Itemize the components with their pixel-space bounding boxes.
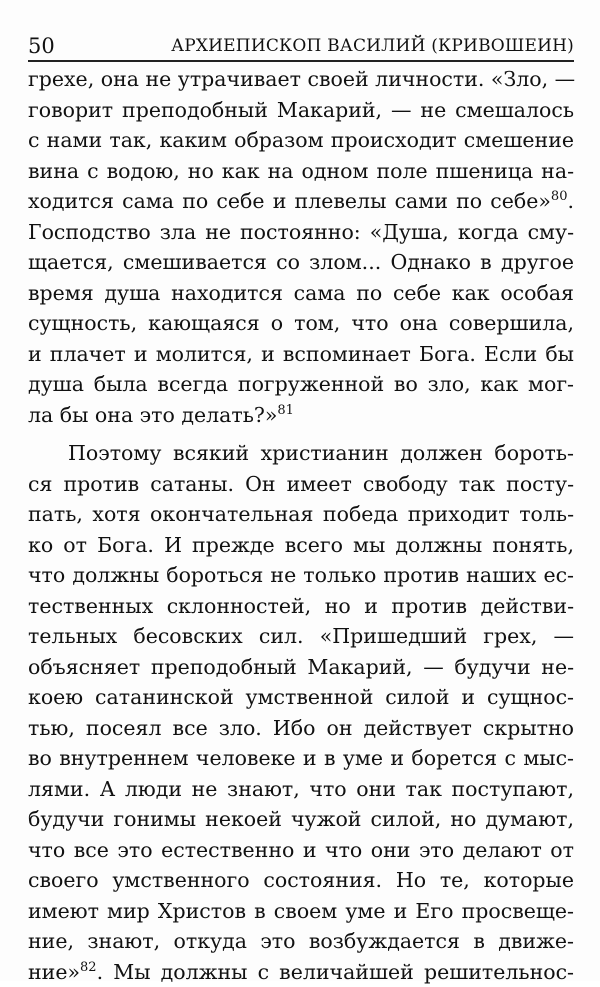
- text-line: [28, 95, 574, 126]
- line-text: щается, смешивается со злом... Однако в другое: [28, 250, 574, 274]
- body-text: [28, 64, 574, 987]
- line-text: объясняет преподобный Макарий, — будучи не-: [28, 655, 574, 679]
- page-header: [28, 26, 574, 58]
- line-text: ла бы она это делать?»: [28, 403, 277, 427]
- line-text: говорит преподобный Макарий, — не смешалось: [28, 98, 574, 122]
- line-text: и плачет и молится, и вспоминает Бога. Если бы: [28, 342, 574, 366]
- line-text: тественных склонностей, но и против действи-: [28, 594, 574, 618]
- text-line: [28, 896, 574, 927]
- line-text: ся против сатаны. Он имеет свободу так посту-: [28, 472, 574, 496]
- text-line: [28, 743, 574, 774]
- line-text: ние»: [28, 960, 80, 984]
- text-line: [28, 774, 574, 805]
- header-rule: [28, 60, 574, 62]
- text-line: [28, 339, 574, 370]
- line-text: тельных бесовских сил. «Пришедший грех, —: [28, 624, 574, 648]
- line-text: во внутреннем человеке и в уме и борется с мыс-: [28, 746, 574, 770]
- text-line: [28, 247, 574, 278]
- line-text: с нами так, каким образом происходит смешение: [28, 128, 574, 152]
- text-line: [28, 926, 574, 957]
- line-text: грехе, она не утрачивает своей личности. «Зло, —: [28, 67, 575, 91]
- text-line: [28, 369, 574, 400]
- text-line: [28, 835, 574, 866]
- text-line: [28, 217, 574, 248]
- text-line: [28, 957, 574, 987]
- line-text: время душа находится сама по себе как особая: [28, 281, 574, 305]
- running-head: АРХИЕПИСКОП ВАСИЛИЙ (КРИВОШЕИН): [171, 34, 574, 58]
- paragraph: [28, 64, 574, 430]
- line-text: душа была всегда погруженной во зло, как мог-: [28, 372, 574, 396]
- line-text: что должны бороться не только против наших ес-: [28, 563, 574, 587]
- paragraph: [28, 438, 574, 987]
- text-line: [28, 530, 574, 561]
- text-line: [28, 278, 574, 309]
- line-text: что все это естественно и что они это делают от: [28, 838, 574, 862]
- line-text: имеют мир Христов в своем уме и Его просвеще-: [28, 899, 574, 923]
- text-line: [28, 308, 574, 339]
- text-line: [28, 64, 574, 95]
- text-line: [28, 865, 574, 896]
- text-line: [28, 186, 574, 217]
- text-line: [28, 652, 574, 683]
- text-line: [28, 125, 574, 156]
- line-text-after-footnote: .: [567, 189, 574, 213]
- text-line: [28, 156, 574, 187]
- line-text: ние, знают, откуда это возбуждается в движе-: [28, 929, 574, 953]
- line-text: ко от Бога. И прежде всего мы должны понять,: [28, 533, 574, 557]
- line-text: коею сатанинской умственной силой и сущнос-: [28, 685, 574, 709]
- line-text: пать, хотя окончательная победа приходит толь-: [28, 502, 574, 526]
- text-line: [28, 499, 574, 530]
- line-text: лями. А люди не знают, что они так поступают,: [28, 777, 574, 801]
- line-text: Господство зла не постоянно: «Душа, когда сму-: [28, 220, 574, 244]
- footnote-ref: 80: [551, 189, 568, 204]
- text-line: [28, 804, 574, 835]
- text-line: [28, 469, 574, 500]
- line-text-after-footnote: . Мы должны с величайшей решительнос-: [97, 960, 574, 984]
- text-line: [28, 400, 574, 431]
- footnote-ref: 82: [80, 960, 97, 975]
- text-line: [28, 682, 574, 713]
- line-text: ходится сама по себе и плевелы сами по себе»: [28, 189, 551, 213]
- line-text: тью, посеял все зло. Ибо он действует скрытно: [28, 716, 574, 740]
- text-line: [28, 438, 574, 469]
- line-text: своего умственного состояния. Но те, которые: [28, 868, 574, 892]
- paragraph-gap: [28, 430, 574, 438]
- footnote-ref: 81: [277, 403, 294, 418]
- text-line: [28, 560, 574, 591]
- line-text: будучи гонимы некоей чужой силой, но думают,: [28, 807, 574, 831]
- text-line: [28, 713, 574, 744]
- text-line: [28, 591, 574, 622]
- line-text: сущность, кающаяся о том, что она совершила,: [28, 311, 574, 335]
- page-number: 50: [28, 34, 55, 58]
- line-text: Поэтому всякий христианин должен бороть-: [68, 441, 574, 465]
- line-text: вина с водою, но как на одном поле пшеница на-: [28, 159, 574, 183]
- text-line: [28, 621, 574, 652]
